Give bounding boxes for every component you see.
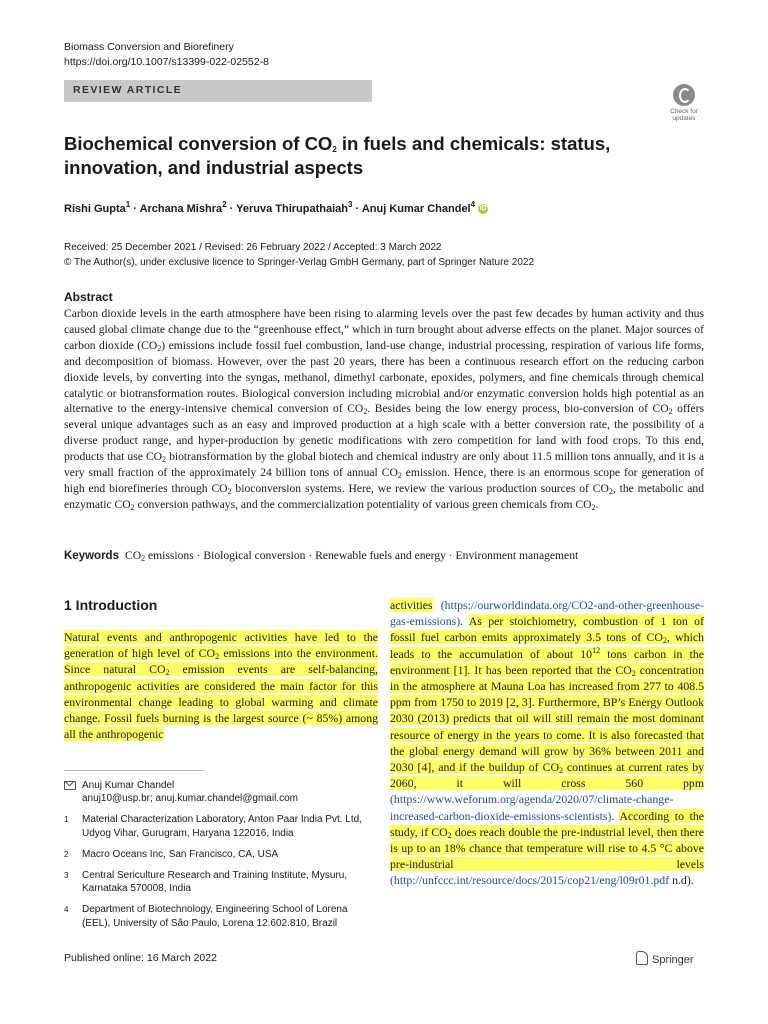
affiliation: 3 Central Sericulture Research and Training Institute, Mysuru, Karnataka 570008, India xyxy=(64,870,348,895)
article-type-bar xyxy=(64,80,372,102)
footnotes xyxy=(64,779,364,938)
corresponding-author-name: Anuj Kumar Chandel xyxy=(82,780,175,791)
abstract-heading: Abstract xyxy=(64,290,113,304)
keywords: Keywords $CO_2$ emissions · Biological conversion · Renewable fuels and energy · Environment management xyxy=(64,549,579,563)
section-heading-introduction: 1 Introduction xyxy=(64,597,158,613)
affiliation: 2 Macro Oceans Inc, San Francisco, CA, USA xyxy=(64,848,279,860)
springer-horse-icon xyxy=(636,951,648,965)
corresponding-author-email[interactable]: anuj10@usp.br; anuj.kumar.chandel@gmail.com xyxy=(82,793,298,805)
author-name[interactable]: Rishi Gupta xyxy=(64,203,126,215)
source-link[interactable]: (https://ourworldindata.org/CO2-and-other-greenhouse-gas-emissions) xyxy=(390,598,704,629)
highlighted-text: As per stoichiometry, combustion of 1 ton of fossil fuel carbon emits approximately 3.5 tons of $CO_2$, which leads to the accumulation of about $10^{12}$ tons carbon in the environment [1]. It has been reported that the $CO_2$ concentration in the atmosphere at Mauna Loa has increased from 277 to 408.5 ppm from 1750 to 2019 [2, 3]. Furthermore, BP’s Energy Outlook 2030 (2013) predicts that oil will still remain the most dominant resource of energy in the years to come. It is also forecasted that the global energy demand will grow by 36% between 2011 and 2030 [4], and if the buildup of $CO_2$ continues at current rates by 2060, it will cross 560 ppm xyxy=(390,614,704,791)
journal-name: Biomass Conversion and Biorefinery xyxy=(64,41,234,53)
envelope-icon xyxy=(64,781,76,790)
source-link[interactable]: (http://unfccc.int/resource/docs/2015/cop21/eng/l09r01.pdf xyxy=(390,873,670,888)
keywords-label: Keywords xyxy=(64,550,119,562)
highlighted-text: Natural events and anthropogenic activities have led to the generation of high level of $CO_2$ emissions into the environment. Since natural $CO_2$ emission events are self-balancing, anthropogenic activities are considered the main factor for this environmental change leading to global warming and climate change. Fossil fuels burning is the largest source (~ 85%) among all the anthropogenic xyxy=(64,630,378,742)
abstract-text: Carbon dioxide levels in the earth atmosphere have been rising to alarming levels over the past few decades by human activity and thus caused global climate change due to the “greenhouse effect,” which in turn brought about adverse effects on the planet. Major sources of carbon dioxide $(CO_2)$ emissions include fossil fuel combustion, land-use change, industrial processing, respiration of various life forms, and decomposition of biomass. However, over the past 20 years, there has been a continuous research effort on the reducing carbon dioxide levels, by converting into the syngas, methanol, dimethyl carbonate, epoxides, polymers, and fine chemicals through chemical catalytic or biotransformation routes. Biological conversion including microbial and/or enzymatic conversion holds high potential as an alternative to the energy-intensive chemical conversion of $CO_2$. Besides being the low energy process, bio-conversion of $CO_2$ offers several unique advantages such as an easy and improved production at a high scale with a better conversion rate, the possibility of a diverse product range, and hyper-production by genetic modifications with zero competition for land with food crops. To this end, products that use $CO_2$ biotransformation by the global biotech and chemical industry are only about 11.5 million tons annually, and it is a very small fraction of the approximately 24 billion tons of annual $CO_2$ emission. Hence, there is an enormous scope for generation of high end biorefineries through $CO_2$ bioconversion systems. Here, we review the various production sources of $CO_2$, the metabolic and enzymatic $CO_2$ conversion pathways, and the commercialization potentiality of various green chemicals from $CO_2$. xyxy=(64,307,704,512)
author-name[interactable]: Yeruva Thirupathaiah xyxy=(236,203,348,215)
published-date: Published online: 16 March 2022 xyxy=(64,952,217,964)
affiliation: 1 Material Characterization Laboratory, Anton Paar India Pvt. Ltd, Udyog Vihar, Gurugram, Haryana 122016, India xyxy=(64,814,362,839)
footnote-divider xyxy=(64,770,204,771)
affiliation: 4 Department of Biotechnology, Engineering School of Lorena (EEL), University of São Paulo, Lorena 12.602.810, Brazil xyxy=(64,904,348,929)
article-dates xyxy=(64,240,534,270)
publisher-logo: Springer xyxy=(636,951,694,966)
orcid-icon[interactable]: iD xyxy=(479,205,487,213)
doi-link[interactable]: https://doi.org/10.1007/s13399-022-02552-8 xyxy=(64,56,269,68)
author-name[interactable]: Archana Mishra xyxy=(139,203,223,215)
source-link[interactable]: (https://www.weforum.org/agenda/2020/07/climate-change-increased-carbon-dioxide-emissions-scientists) xyxy=(390,792,674,823)
check-updates-label: Check for updates xyxy=(670,108,698,122)
journal-header xyxy=(64,40,269,70)
check-updates-icon xyxy=(673,84,695,106)
author-name[interactable]: Anuj Kumar Chandel xyxy=(361,203,471,215)
author-list: Rishi Gupta$^1$ · Archana Mishra$^2$ · Yeruva Thirupathaiah$^3$ · Anuj Kumar Chandel$^4$ iD xyxy=(64,200,487,215)
check-for-updates-badge[interactable] xyxy=(664,84,704,124)
intro-left-column xyxy=(64,629,378,742)
history-dates: Received: 25 December 2021 / Revised: 26 February 2022 / Accepted: 3 March 2022 xyxy=(64,242,442,253)
article-title: Biochemical conversion of $CO_2$ in fuels and chemicals: status, innovation, and industrial aspects xyxy=(64,133,611,178)
corresponding-author xyxy=(64,779,364,805)
copyright-line: © The Author(s), under exclusive licence to Springer-Verlag GmbH Germany, part of Springer Nature 2022 xyxy=(64,257,534,268)
highlighted-text: activities xyxy=(390,598,433,612)
article-type-label: REVIEW ARTICLE xyxy=(73,84,183,96)
intro-right-column: activities (https://ourworldindata.org/CO2-and-other-greenhouse-gas-emissions). As per stoichiometry, combustion of 1 ton of fossil fuel carbon emits approximately 3.5 tons of $CO_2$, which leads to the accumulation of about $10^{12}$ tons carbon in the environment [1]. It has been reported that the $CO_2$ concentration in the atmosphere at Mauna Loa has increased from 277 to 408.5 ppm from 1750 to 2019 [2, 3]. Furthermore, BP’s Energy Outlook 2030 (2013) predicts that oil will still remain the most dominant resource of energy in the years to come. It is also forecasted that the global energy demand will grow by 36% between 2011 and 2030 [4], and if the buildup of $CO_2$ continues at current rates by 2060, it will cross 560 ppm (https://www.weforum.org/agenda/2020/07/climate-change-increased-carbon-dioxide-emissions-scientists). According to the study, if $CO_2$ does reach double the pre-industrial level, then there is up to an 18% chance that temperature will rise to 4.5 °C above pre-industrial levels (http://unfccc.int/resource/docs/2015/cop21/eng/l09r01.pdf n.d). xyxy=(390,598,704,888)
highlighted-text: According to the study, if $CO_2$ does reach double the pre-industrial level, then there is up to an 18% chance that temperature will rise to 4.5 °C above pre-industrial levels xyxy=(390,808,704,872)
